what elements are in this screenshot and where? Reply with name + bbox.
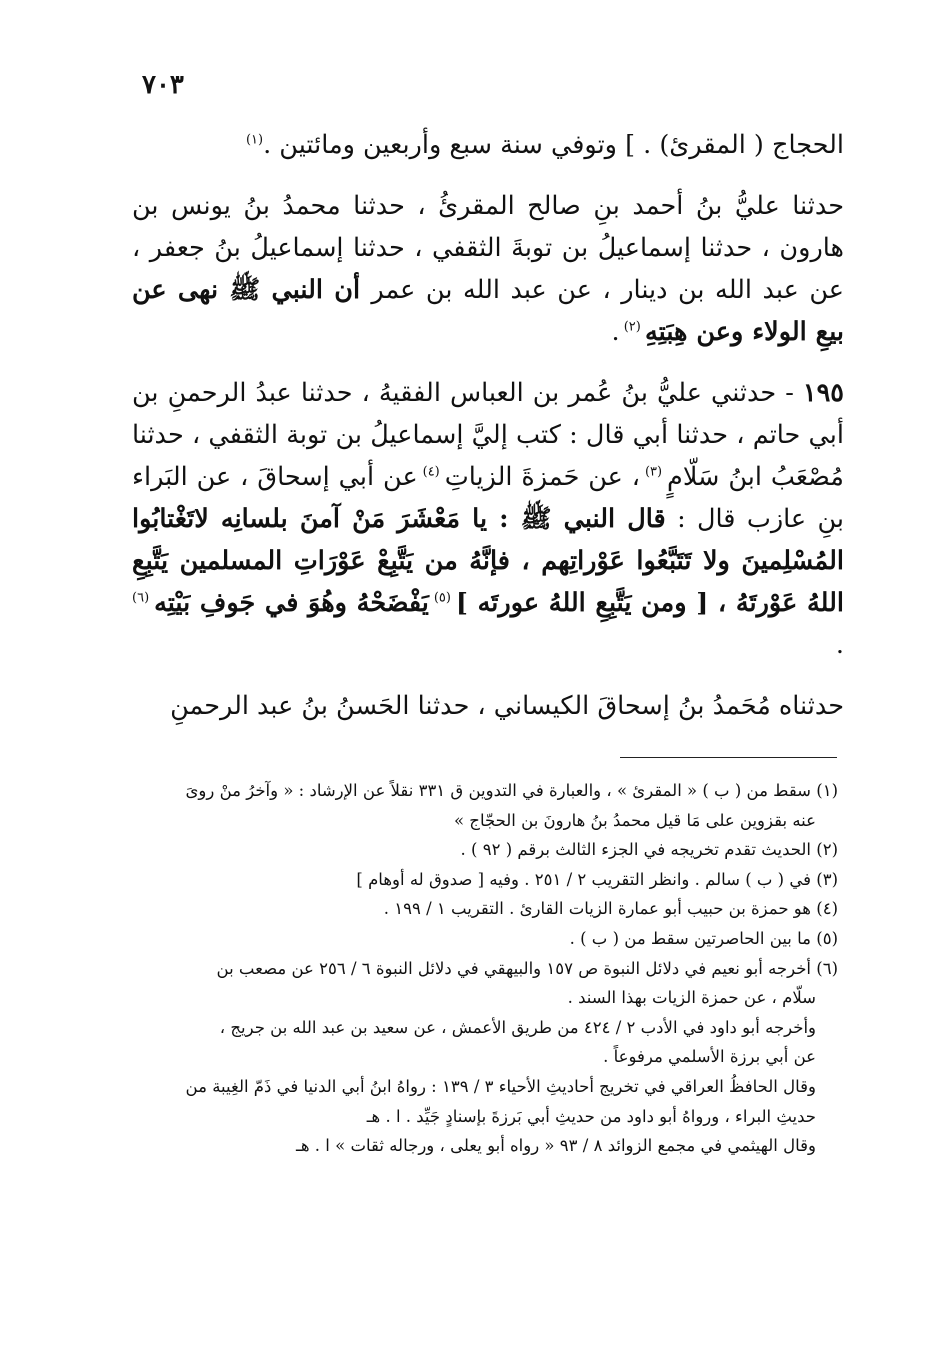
paragraph-hadith-194 — [132, 185, 844, 353]
footnote-6-cont-6: وقال الهيثمي في مجمع الزوائد ٨ / ٩٣ « رواه أبو يعلى ، ورجاله ثقات » ا . هـ — [296, 1136, 816, 1156]
footnote-ref-4: (٤) — [417, 464, 445, 480]
hadith-195-end: . — [835, 630, 844, 660]
hadith-195-isnad: - حدثني عليُّ بنُ عُمر بن العباس الفقيهُ ، حدثنا عبدُ الرحمنِ بن أبي حاتم ، حدثنا أبي قال : كتب إليَّ إسماعيلُ بن توبة الثقفي ، حدثنا مُصْعَبُ ابنُ سَلّامٍ — [132, 378, 844, 492]
paragraph-hadith-195 — [132, 372, 844, 666]
footnote-ref-3: (٣) — [640, 464, 668, 480]
hadith-195-matn: قال النبي ﷺ : يا مَعْشَرَ مَنْ آمنَ بلسانِه لاتَغْتابُوا المُسْلِمينَ ولا تَتَبَّعُوا عَوْراتِهم ، فإنَّهُ من يَتَّبِعْ عَوْرَاتِ المسلمين يَتَّبِعِ اللهُ عَوْرتَهُ ، [ ومن يَتَّبِعِ اللهُ عورتَه ] — [132, 504, 844, 618]
hadith-194-matn: أن النبي ﷺ نهى عن بيعِ الولاء وعن هِبَتِهِ — [132, 275, 844, 347]
footnote-2: (٢) الحديث تقدم تخريجه في الجزء الثالث برقم ( ٩٢ ) . — [460, 840, 838, 860]
hadith-195-matn-end: يَفْضَحْهُ وهُوَ في جَوفِ بَيْتِه — [154, 588, 429, 618]
continuation-text: حدثناه مُحَمدُ بنُ إسحاقَ الكيساني ، حدثنا الحَسنُ بنُ عبد الرحمنِ — [170, 691, 844, 721]
footnote-6-cont-2: وأخرجه أبو داود في الأدب ٢ / ٤٢٤ من طريق الأعمش ، عن سعيد بن عبد الله بن جريج ، — [219, 1017, 816, 1037]
footnotes — [138, 776, 838, 1161]
footnote-4: (٤) هو حمزة بن حبيب أبو عمارة الزيات القارئ . التقريب ١ / ١٩٩ . — [383, 899, 838, 919]
footnote-6: (٦) أخرجه أبو نعيم في دلائل النبوة ص ١٥٧ والبيهقي في دلائل النبوة ٦ / ٢٥٦ عن مصعب بن — [216, 958, 838, 978]
paragraph-intro — [132, 124, 844, 166]
footnote-6-cont-3: عن أبي برزة الأسلمي مرفوعاً . — [603, 1047, 816, 1067]
footnote-ref-1: (١) — [245, 132, 264, 148]
intro-text: الحجاج ( المقرئ) . ] وتوفي سنة سبع وأربعين ومائتين . — [263, 130, 844, 160]
footnote-6-cont-1: سلّام ، عن حمزة الزيات بهذا السند . — [567, 988, 816, 1008]
hadith-194-end: . — [611, 317, 620, 347]
footnote-ref-6: (٦) — [132, 590, 155, 606]
paragraph-continuation — [132, 685, 844, 727]
page-number: ٧٠٣ — [142, 70, 184, 100]
hadith-195-isnad-3: عن أبي إسحاقَ ، عن البَراء بنِ عازب قال : — [132, 462, 844, 534]
footnote-ref-5: (٥) — [428, 590, 456, 606]
main-text — [132, 124, 844, 746]
hadith-number: ١٩٥ — [802, 378, 844, 408]
footnote-6-cont-4: وقال الحافظُ العراقي في تخريج أحاديثِ الأحياء ٣ / ١٣٩ : رواهُ ابنُ أبي الدنيا في ذَمّ الغِيبة من — [185, 1076, 816, 1096]
hadith-195-isnad-2: ، عن حَمزةَ الزياتِ — [444, 462, 641, 492]
footnote-1: (١) سقط من ( ب ) « المقرئ » ، والعبارة في التدوين ق ٣٣١ نقلاً عن الإرشاد : « وآخرُ منْ روىَ — [185, 781, 838, 800]
footnote-1-cont: عنه بقزوين على مَا قيل محمدُ بنُ هارونَ بن الحجّاج » — [453, 810, 816, 830]
footnote-divider — [620, 757, 837, 758]
hadith-194-isnad: حدثنا عليُّ بنُ أحمد بنِ صالح المقرئُ ، حدثنا محمدُ بنُ يونس بن هارون ، حدثنا إسماعيلُ بن توبةَ الثقفي ، حدثنا إسماعيلُ بنُ جعفر ، عن عبد الله بن دينار ، عن عبد الله بن عمر — [132, 191, 844, 305]
footnote-3: (٣) في ( ب ) سالم . وانظر التقريب ٢ / ٢٥١ . وفيه [ صدوق له أوهام ] — [356, 869, 838, 889]
footnote-ref-2: (٢) — [619, 319, 645, 335]
footnote-6-cont-5: حديثِ البراء ، ورواهُ أبو داود من حديثِ أبي بَرزةَ بإسنادٍ جَيِّد . ا . هـ — [366, 1106, 816, 1126]
footnote-5: (٥) ما بين الحاصرتين سقط من ( ب ) . — [569, 928, 838, 948]
